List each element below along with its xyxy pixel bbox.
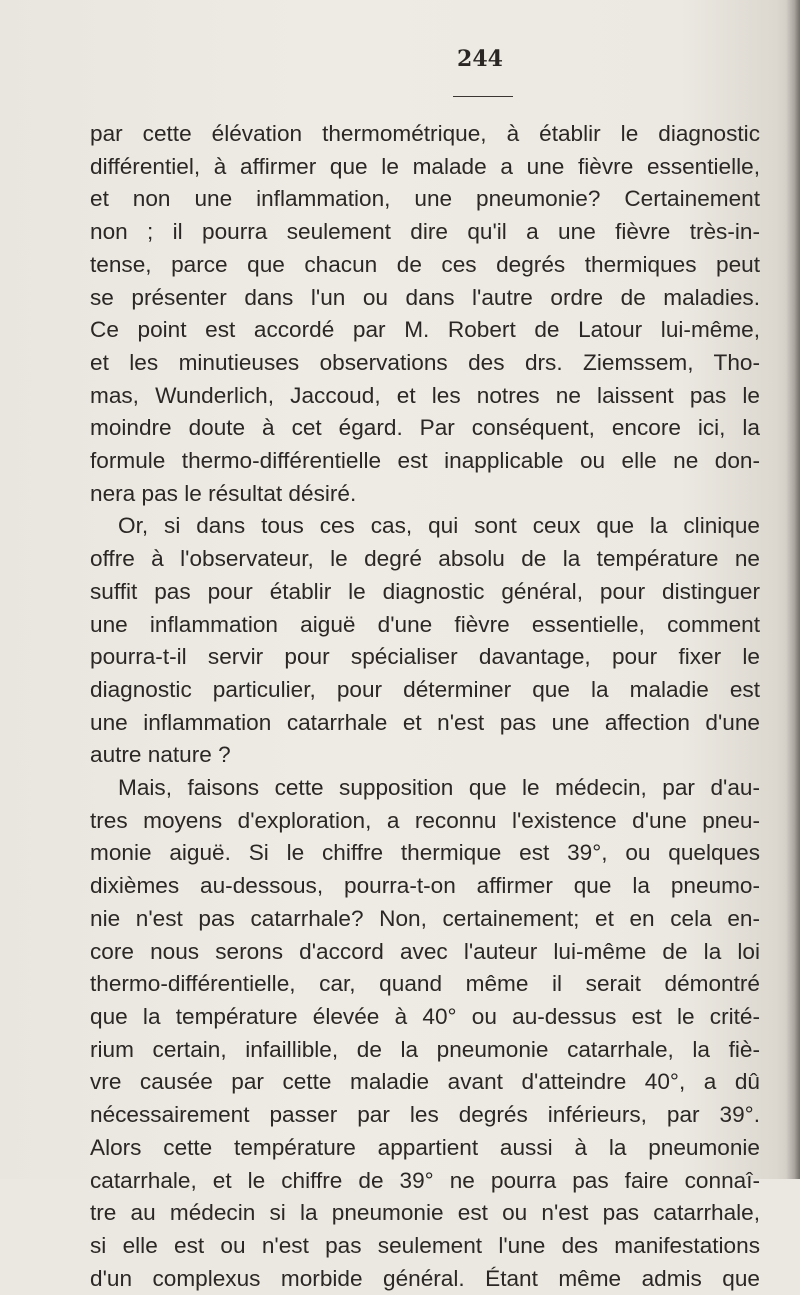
text-line: nécessairement passer par les degrés inférieurs, par 39°. — [90, 1102, 760, 1128]
text-line: dixièmes au-dessous, pourra-t-on affirmer que la pneumo- — [90, 873, 760, 899]
text-line: Mais, faisons cette supposition que le médecin, par d'au- — [118, 775, 760, 801]
text-line: Ce point est accordé par M. Robert de Latour lui-même, — [90, 317, 760, 343]
paragraph — [90, 118, 760, 510]
text-line: suffit pas pour établir le diagnostic général, pour distinguer — [90, 578, 760, 604]
text-line: tense, parce que chacun de ces degrés thermiques peut — [90, 251, 760, 277]
text-line: non ; il pourra seulement dire qu'il a une fièvre très-in- — [90, 219, 760, 245]
text-line: diagnostic particulier, pour déterminer que la maladie est — [90, 676, 760, 702]
text-line: nie n'est pas catarrhale? Non, certainement; et en cela en- — [90, 905, 760, 931]
text-line: une inflammation catarrhale et n'est pas une affection d'une — [90, 709, 760, 735]
header-rule — [453, 96, 513, 97]
text-line: autre nature ? — [90, 742, 231, 768]
text-line: vre causée par cette maladie avant d'atteindre 40°, a dû — [90, 1069, 760, 1095]
text-line: mas, Wunderlich, Jaccoud, et les notres ne laissent pas le — [90, 382, 760, 408]
text-line: tres moyens d'exploration, a reconnu l'existence d'une pneu- — [90, 807, 760, 833]
text-line: tre au médecin si la pneumonie est ou n'est pas catarrhale, — [90, 1200, 760, 1226]
text-line: Alors cette température appartient aussi à la pneumonie — [90, 1134, 760, 1160]
text-line: que la température élevée à 40° ou au-dessus est le crité- — [90, 1003, 760, 1029]
paragraph — [90, 510, 760, 772]
text-line: offre à l'observateur, le degré absolu de la température ne — [90, 546, 760, 572]
page-edge-shadow — [786, 0, 800, 1179]
paragraph — [90, 772, 760, 1295]
text-line: rium certain, infaillible, de la pneumonie catarrhale, la fiè- — [90, 1036, 760, 1062]
text-line: core nous serons d'accord avec l'auteur lui-même de la loi — [90, 938, 760, 964]
page-number: 244 — [457, 46, 503, 72]
text-line: différentiel, à affirmer que le malade a une fièvre essentielle, — [90, 153, 760, 179]
text-line: une inflammation aiguë d'une fièvre essentielle, comment — [90, 611, 760, 637]
text-line: thermo-différentielle, car, quand même il serait démontré — [90, 971, 760, 997]
text-line: catarrhale, et le chiffre de 39° ne pourra pas faire connaî- — [90, 1167, 760, 1193]
text-line: et les minutieuses observations des drs. Ziemssem, Tho- — [90, 349, 760, 375]
text-line: moindre doute à cet égard. Par conséquent, encore ici, la — [90, 415, 760, 441]
text-line: si elle est ou n'est pas seulement l'une des manifestations — [90, 1232, 760, 1258]
text-line: Or, si dans tous ces cas, qui sont ceux que la clinique — [118, 513, 760, 539]
body-text — [90, 118, 760, 1295]
text-line: formule thermo-différentielle est inapplicable ou elle ne don- — [90, 448, 760, 474]
text-line: pourra-t-il servir pour spécialiser davantage, pour fixer le — [90, 644, 760, 670]
text-line: et non une inflammation, une pneumonie? Certainement — [90, 186, 760, 212]
text-line: nera pas le résultat désiré. — [90, 480, 357, 506]
text-line: d'un complexus morbide général. Étant même admis que — [90, 1265, 760, 1291]
text-line: par cette élévation thermométrique, à établir le diagnostic — [90, 121, 760, 146]
text-line: se présenter dans l'un ou dans l'autre ordre de maladies. — [90, 284, 760, 310]
text-line: monie aiguë. Si le chiffre thermique est 39°, ou quelques — [90, 840, 760, 866]
